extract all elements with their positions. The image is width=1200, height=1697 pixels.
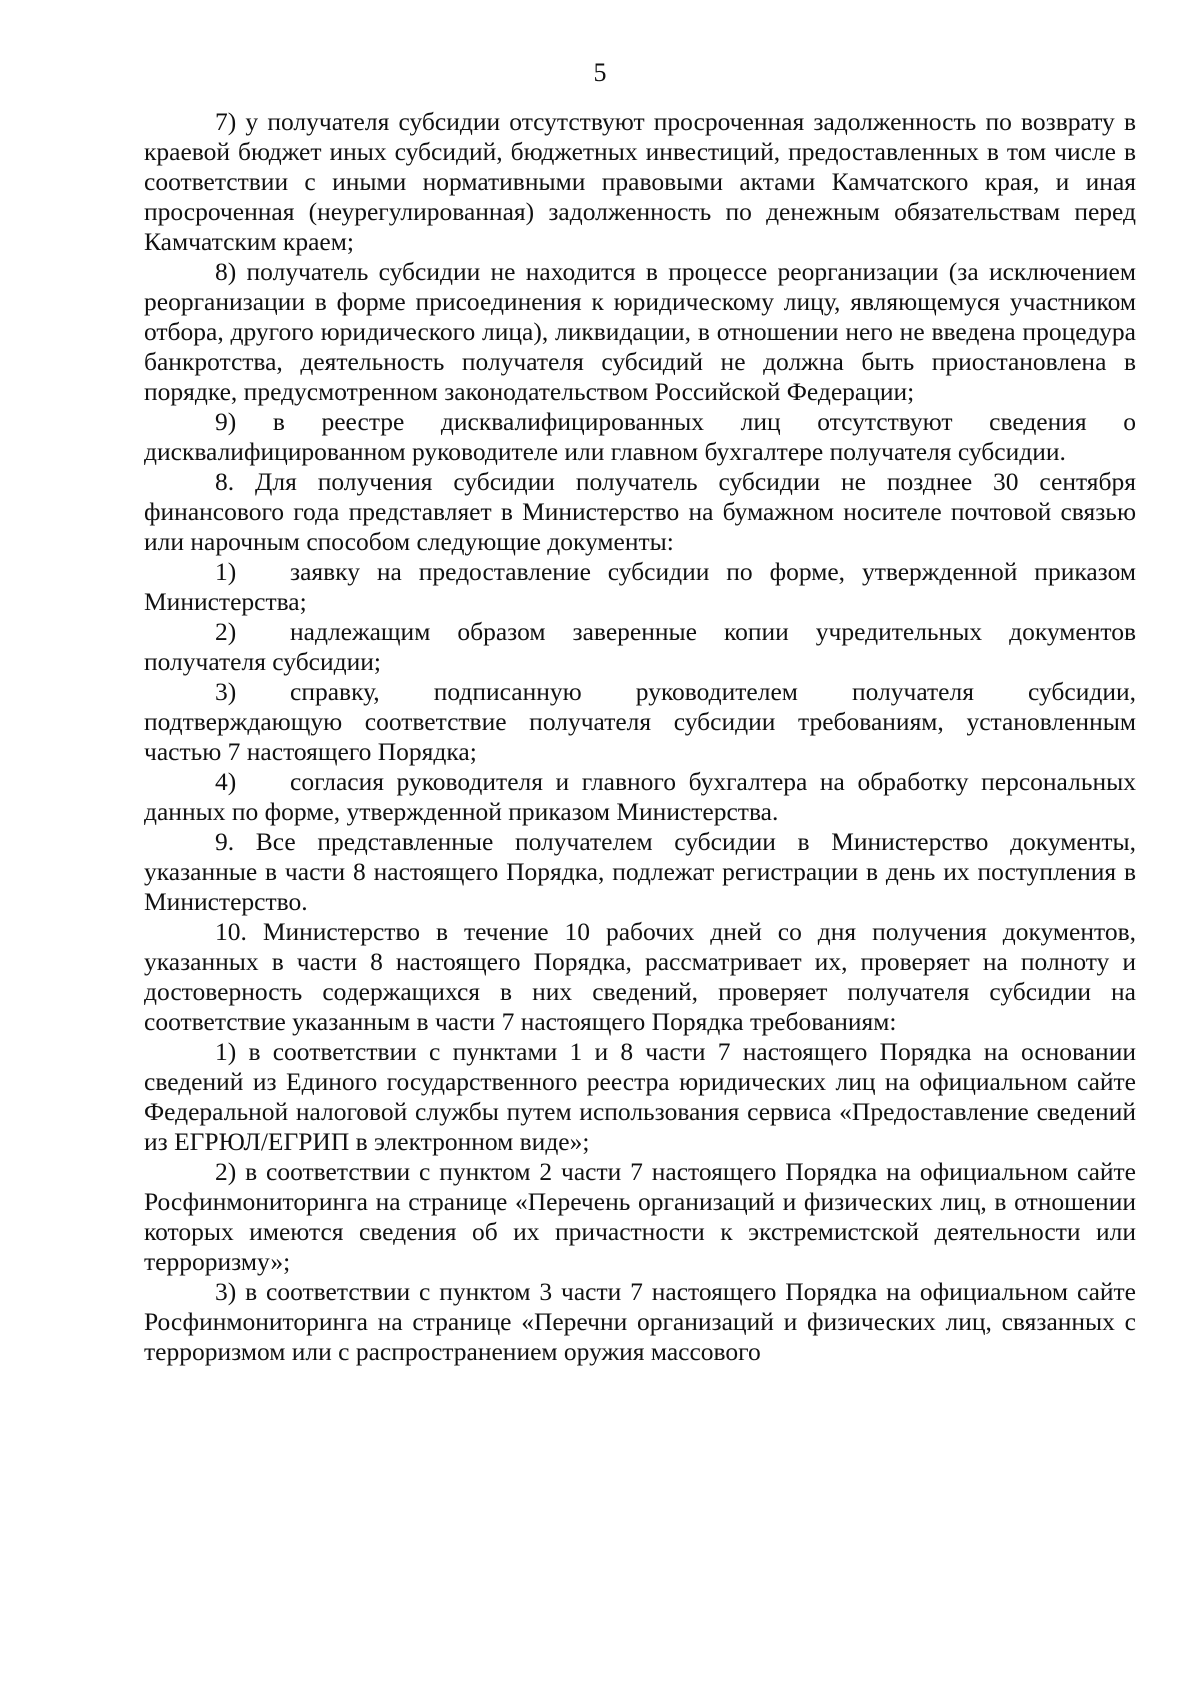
page-number: 5 [593,58,607,87]
list-text: согласия руководителя и главного бухгалтера на обработку персональных данных по форме, утвержденной приказом Министерства. [144,767,1136,826]
list-text: надлежащим образом заверенные копии учредительных документов получателя субсидии; [144,617,1136,676]
list-item-8-3 [144,677,1136,767]
list-number: 3) [215,677,237,706]
paragraph-item-7-8: 8) получатель субсидии не находится в процессе реорганизации (за исключением реорганизации в форме присоединения к юридическому лицу, являющемуся участником отбора, другого юридического лица), ликвидации, в отношении него не введена процедура банкротства, деятельность получателя субсидий не должна быть приостановлена в порядке, предусмотренном законодательством Российской Федерации; [144,257,1136,406]
list-item-8-2 [144,617,1136,677]
paragraph-section-10: 10. Министерство в течение 10 рабочих дней со дня получения документов, указанных в части 8 настоящего Порядка, рассматривает их, проверяет на полноту и достоверность содержащихся в них сведений, проверяет получателя субсидии на соответствие указанным в части 7 настоящего Порядка требованиям: [144,917,1136,1036]
list-number: 2) [215,617,237,646]
paragraph-item-10-1: 1) в соответствии с пунктами 1 и 8 части 7 настоящего Порядка на основании сведений из Единого государственного реестра юридических лиц на официальном сайте Федеральной налоговой службы путем использования сервиса «Предоставление сведений из ЕГРЮЛ/ЕГРИП в электронном виде»; [144,1037,1136,1156]
list-number: 1) [215,557,237,586]
paragraph-section-8: 8. Для получения субсидии получатель субсидии не позднее 30 сентября финансового года представляет в Министерство на бумажном носителе почтовой связью или нарочным способом следующие документы: [144,467,1136,556]
paragraph-item-7-9: 9) в реестре дисквалифицированных лиц отсутствуют сведения о дисквалифицированном руководителе или главном бухгалтере получателя субсидии. [144,407,1136,466]
list-item-8-4 [144,767,1136,827]
list-item-8-1 [144,557,1136,617]
list-number: 4) [215,767,237,796]
paragraph-item-10-2: 2) в соответствии с пунктом 2 части 7 настоящего Порядка на официальном сайте Росфинмониторинга на странице «Перечень организаций и физических лиц, в отношении которых имеются сведения об их причастности к экстремистской деятельности или терроризму»; [144,1157,1136,1276]
paragraph-section-9: 9. Все представленные получателем субсидии в Министерство документы, указанные в части 8 настоящего Порядка, подлежат регистрации в день их поступления в Министерство. [144,827,1136,916]
list-text: заявку на предоставление субсидии по форме, утвержденной приказом Министерства; [144,557,1136,616]
paragraph-item-10-3: 3) в соответствии с пунктом 3 части 7 настоящего Порядка на официальном сайте Росфинмониторинга на странице «Перечни организаций и физических лиц, связанных с терроризмом или с распространением оружия массового [144,1277,1136,1366]
paragraph-item-7-7: 7) у получателя субсидии отсутствуют просроченная задолженность по возврату в краевой бюджет иных субсидий, бюджетных инвестиций, предоставленных в том числе в соответствии с иными нормативными правовыми актами Камчатского края, и иная просроченная (неурегулированная) задолженность по денежным обязательствам перед Камчатским краем; [144,107,1136,256]
list-text: справку, подписанную руководителем получателя субсидии, подтверждающую соответствие получателя субсидии требованиям, установленным частью 7 настоящего Порядка; [144,677,1136,766]
document-body [144,107,1136,1367]
